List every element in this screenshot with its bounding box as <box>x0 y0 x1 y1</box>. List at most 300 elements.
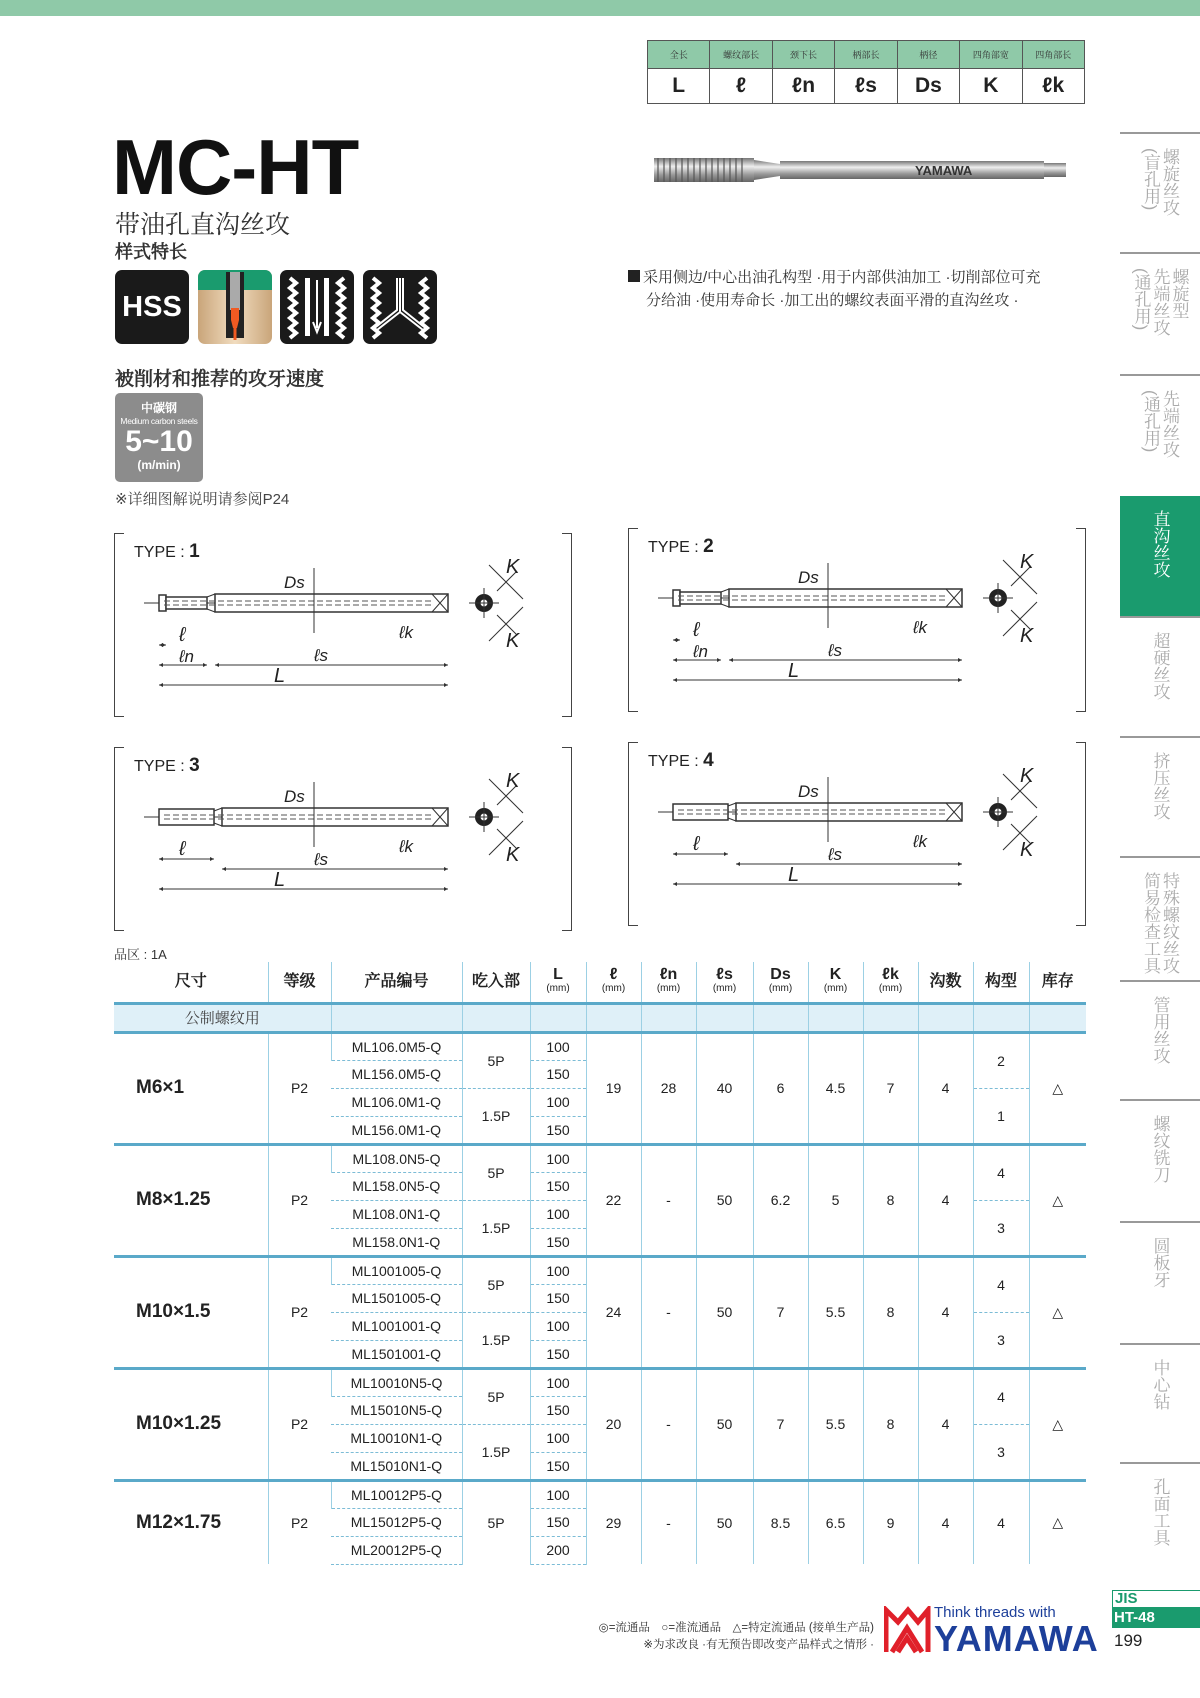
product-code-cell: ML158.0N1-Q <box>331 1228 462 1256</box>
material-heading: 被削材和推荐的攻牙速度 <box>115 369 325 390</box>
table-row <box>114 1368 1086 1396</box>
dimension-symbol: ℓ <box>710 69 772 104</box>
label-Ds: Ds <box>284 787 305 806</box>
type-cell: 4 <box>973 1368 1029 1424</box>
ln-cell: - <box>641 1256 696 1368</box>
dimension-label: 螺纹部长 <box>710 41 772 69</box>
straight-flute-icon <box>280 270 354 344</box>
section-label: 公制螺纹用 <box>114 1003 331 1032</box>
thread-part <box>159 809 214 825</box>
K-cell: 5.5 <box>808 1368 863 1480</box>
grade-cell: P2 <box>268 1480 331 1564</box>
header-label: ℓn <box>659 965 678 983</box>
type-3-diagram <box>114 747 572 931</box>
header-unit: (mm) <box>823 982 848 994</box>
Ds-cell: 7 <box>753 1256 808 1368</box>
material-name-en: Medium carbon steels <box>120 416 198 426</box>
l-cell: 19 <box>586 1032 641 1144</box>
dimension-symbol: Ds <box>897 69 959 104</box>
type-cell: 4 <box>973 1480 1029 1564</box>
length-cell: 100 <box>530 1368 586 1396</box>
label-lk: ℓk <box>399 837 413 856</box>
sidebar-label-column: (盲孔用) <box>1141 148 1160 211</box>
column-header <box>808 962 863 1003</box>
sidebar-item-label <box>1151 996 1170 1099</box>
yamawa-logo <box>884 1604 1099 1659</box>
dimension-legend-table <box>647 40 1085 104</box>
section-cell <box>696 1003 753 1032</box>
length-cell: 150 <box>530 1508 586 1536</box>
page-number: 199 <box>1114 1631 1143 1650</box>
dimension-symbol: L <box>648 69 710 104</box>
label-Ds: Ds <box>284 573 305 592</box>
dimension-label: 柄部长 <box>835 41 897 69</box>
chamfer-cell: 1.5P <box>462 1424 530 1480</box>
product-code-cell: ML20012P5-Q <box>331 1536 462 1564</box>
type-prefix: TYPE : <box>134 544 190 561</box>
label-l: ℓ <box>693 833 700 855</box>
dimension-label: 柄径 <box>897 41 959 69</box>
label-K-bottom: K <box>1020 625 1034 647</box>
sidebar-item-label <box>1151 752 1170 856</box>
product-code-cell: ML156.0M1-Q <box>331 1116 462 1144</box>
type-1-diagram <box>114 533 572 717</box>
label-L: L <box>274 665 286 687</box>
l-cell: 24 <box>586 1256 641 1368</box>
table-row <box>114 1256 1086 1284</box>
sidebar-label-column: 先端丝攻 <box>1160 390 1179 458</box>
length-cell: 100 <box>530 1480 586 1508</box>
section-cell <box>863 1003 918 1032</box>
chamfer-cell: 1.5P <box>462 1088 530 1144</box>
sidebar-label-column: 先端丝攻 <box>1150 268 1170 336</box>
product-code-cell: ML1501005-Q <box>331 1284 462 1312</box>
chip-flow-icon <box>363 270 437 344</box>
ls-cell: 50 <box>696 1480 753 1564</box>
stock-cell: △ <box>1029 1144 1086 1256</box>
sidebar-item-label <box>1141 148 1179 252</box>
label-L: L <box>788 660 800 682</box>
neck-part <box>680 592 721 604</box>
header-label: 构型 <box>984 972 1017 990</box>
Ds-cell: 7 <box>753 1368 808 1480</box>
length-cell: 100 <box>530 1424 586 1452</box>
header-label: ℓs <box>716 965 733 983</box>
ls-cell: 40 <box>696 1032 753 1144</box>
dimension-label: 颈下长 <box>772 41 834 69</box>
product-code-cell: ML156.0M5-Q <box>331 1060 462 1088</box>
K-cell: 5.5 <box>808 1256 863 1368</box>
taper-line <box>214 823 222 826</box>
label-L: L <box>788 864 800 886</box>
shank-part <box>215 594 448 612</box>
l-cell: 20 <box>586 1368 641 1480</box>
label-ln: ℓn <box>179 647 194 666</box>
length-cell: 100 <box>530 1032 586 1060</box>
top-color-bar <box>0 0 1200 16</box>
column-header <box>331 962 462 1003</box>
length-cell: 150 <box>530 1116 586 1144</box>
sidebar-label-column: 圆板牙 <box>1150 1237 1170 1288</box>
flutes-cell: 4 <box>918 1256 973 1368</box>
label-l: ℓ <box>179 838 186 860</box>
length-cell: 100 <box>530 1144 586 1172</box>
type-cell: 3 <box>973 1312 1029 1368</box>
taper-line <box>728 818 736 821</box>
size-cell: M10×1.25 <box>114 1368 268 1480</box>
label-ls: ℓs <box>828 641 842 660</box>
column-header <box>918 962 973 1003</box>
sidebar-item-label <box>1141 872 1179 980</box>
sidebar-label-column: 螺纹铣刀 <box>1150 1115 1170 1183</box>
section-cell <box>331 1003 462 1032</box>
sidebar-item-label <box>1132 268 1189 374</box>
disclaimer-line: ※为求改良 ·有无预告即改变产品样式之情形 · <box>643 1639 874 1651</box>
section-cell <box>808 1003 863 1032</box>
ln-cell: 28 <box>641 1032 696 1144</box>
label-Ds: Ds <box>798 782 819 801</box>
header-unit: (mm) <box>878 982 903 994</box>
size-cell: M8×1.25 <box>114 1144 268 1256</box>
label-K-top: K <box>1020 765 1034 787</box>
product-category-label: 品区 : 1A <box>114 947 167 962</box>
sidebar-item-label <box>1151 632 1170 736</box>
label-ln: ℓn <box>693 642 708 661</box>
product-description <box>628 266 1088 312</box>
stock-cell: △ <box>1029 1032 1086 1144</box>
product-subtitle: 带油孔直沟丝攻 <box>115 211 291 239</box>
hss-icon: HSS <box>115 270 189 344</box>
label-K-top: K <box>506 556 520 578</box>
length-cell: 150 <box>530 1228 586 1256</box>
taper-line <box>721 589 729 592</box>
header-unit: (mm) <box>712 982 737 994</box>
type-prefix: TYPE : <box>648 539 704 556</box>
label-ls: ℓs <box>314 646 328 665</box>
section-cell <box>462 1003 530 1032</box>
lk-cell: 8 <box>863 1256 918 1368</box>
sidebar-label-column: 中心钻 <box>1150 1359 1170 1410</box>
shank-part <box>222 808 448 826</box>
label-lk: ℓk <box>913 618 927 637</box>
taper-line <box>207 609 215 612</box>
speed-unit: (m/min) <box>137 458 181 472</box>
label-K-top: K <box>506 770 520 792</box>
product-code-cell: ML108.0N5-Q <box>331 1144 462 1172</box>
column-header <box>586 962 641 1003</box>
label-K-bottom: K <box>1020 839 1034 861</box>
length-cell: 200 <box>530 1536 586 1564</box>
header-label: 吃入部 <box>471 972 520 990</box>
product-title: MC-HT <box>112 123 359 211</box>
column-header <box>1029 962 1086 1003</box>
section-cell <box>586 1003 641 1032</box>
product-style: 样式特长 <box>115 242 187 262</box>
section-cell <box>918 1003 973 1032</box>
header-label: 沟数 <box>929 972 962 990</box>
dimension-symbol: K <box>960 69 1022 104</box>
length-cell: 150 <box>530 1060 586 1088</box>
sidebar-item[interactable] <box>1120 856 1200 980</box>
product-code-cell: ML108.0N1-Q <box>331 1200 462 1228</box>
chamfer-cell: 5P <box>462 1368 530 1424</box>
label-l: ℓ <box>179 624 186 646</box>
description-line: 分给油 ·使用寿命长 ·加工出的螺纹表面平滑的直沟丝攻 · <box>646 292 1019 309</box>
type-number: 4 <box>703 750 714 771</box>
section-cell <box>973 1003 1029 1032</box>
header-unit: (mm) <box>768 982 793 994</box>
chamfer-cell: 1.5P <box>462 1312 530 1368</box>
label-l: ℓ <box>693 619 700 641</box>
sidebar-label-column: (通孔用) <box>1131 268 1151 331</box>
ln-cell: - <box>641 1480 696 1564</box>
sidebar-label-column: 螺旋型 <box>1169 268 1189 319</box>
label-ls: ℓs <box>314 850 328 869</box>
product-code-cell: ML10012P5-Q <box>331 1480 462 1508</box>
type-number: 3 <box>189 755 200 776</box>
logo-slogan: Think threads with <box>934 1604 1056 1621</box>
standard-badge: JIS <box>1112 1590 1200 1608</box>
type-prefix: TYPE : <box>648 753 704 770</box>
speed-value: 5~10 <box>125 425 193 458</box>
header-label: ℓk <box>882 965 899 983</box>
dimension-label: 四角部宽 <box>960 41 1022 69</box>
type-cell: 2 <box>973 1032 1029 1088</box>
logo-brand: YAMAWA <box>934 1618 1099 1659</box>
thread-part <box>673 804 728 820</box>
label-lk: ℓk <box>913 832 927 851</box>
sidebar-label-column: 简易检查工具 <box>1141 872 1160 974</box>
tap-product-image <box>650 152 1084 188</box>
sidebar-item[interactable] <box>1120 252 1200 374</box>
table-row <box>114 1480 1086 1508</box>
product-code-cell: ML106.0M1-Q <box>331 1088 462 1116</box>
sidebar-item[interactable] <box>1120 1221 1200 1343</box>
sidebar-item-label <box>1151 1359 1170 1462</box>
header-label: 产品编号 <box>364 972 429 990</box>
sidebar-item[interactable] <box>1120 132 1200 252</box>
type-cell: 4 <box>973 1256 1029 1312</box>
sidebar-item[interactable] <box>1120 616 1200 736</box>
label-K-bottom: K <box>506 844 520 866</box>
label-L: L <box>274 869 286 891</box>
label-K-top: K <box>1020 551 1034 573</box>
label-K-bottom: K <box>506 630 520 652</box>
ls-cell: 50 <box>696 1368 753 1480</box>
flutes-cell: 4 <box>918 1144 973 1256</box>
tap-drawing <box>114 747 572 931</box>
chamfer-cell: 5P <box>462 1480 530 1564</box>
header-label: ℓ <box>609 965 618 983</box>
stock-cell: △ <box>1029 1368 1086 1480</box>
lk-cell: 8 <box>863 1368 918 1480</box>
flutes-cell: 4 <box>918 1368 973 1480</box>
column-header <box>114 962 268 1003</box>
sidebar-item-label <box>1151 1478 1170 1583</box>
reference-note: ※详细图解说明请参阅P24 <box>115 491 290 508</box>
column-header <box>530 962 586 1003</box>
chamfer-cell: 5P <box>462 1032 530 1088</box>
oil-hole-icon <box>198 270 272 344</box>
Ds-cell: 6.2 <box>753 1144 808 1256</box>
section-cell <box>753 1003 808 1032</box>
product-code-cell: ML10010N5-Q <box>331 1368 462 1396</box>
taper-line <box>207 594 215 597</box>
header-label: Ds <box>770 965 791 983</box>
sidebar-label-column: 直沟丝攻 <box>1150 510 1170 578</box>
column-header <box>753 962 808 1003</box>
ln-cell: - <box>641 1368 696 1480</box>
label-Ds: Ds <box>798 568 819 587</box>
tap-drawing <box>628 742 1086 926</box>
label-ls: ℓs <box>828 845 842 864</box>
size-cell: M12×1.75 <box>114 1480 268 1564</box>
chamfer-cell: 1.5P <box>462 1200 530 1256</box>
length-cell: 100 <box>530 1088 586 1116</box>
stock-cell: △ <box>1029 1256 1086 1368</box>
shank-part <box>729 589 962 607</box>
table-row <box>114 1144 1086 1172</box>
length-cell: 100 <box>530 1312 586 1340</box>
K-cell: 4.5 <box>808 1032 863 1144</box>
shank-part <box>736 803 962 821</box>
dimension-symbol: ℓk <box>1022 69 1084 104</box>
flutes-cell: 4 <box>918 1480 973 1564</box>
stock-cell: △ <box>1029 1480 1086 1564</box>
tap-drawing <box>628 528 1086 712</box>
Ds-cell: 8.5 <box>753 1480 808 1564</box>
sidebar-label-column: (通孔用) <box>1141 390 1160 453</box>
label-lk: ℓk <box>399 623 413 642</box>
type-number: 2 <box>703 536 714 557</box>
thread-part <box>673 590 680 606</box>
length-cell: 150 <box>530 1340 586 1368</box>
header-label: K <box>829 965 842 983</box>
header-label: 尺寸 <box>174 972 207 990</box>
section-cell <box>530 1003 586 1032</box>
thread-part <box>159 595 166 611</box>
header-unit: (mm) <box>656 982 681 994</box>
Ds-cell: 6 <box>753 1032 808 1144</box>
product-code-cell: ML15012P5-Q <box>331 1508 462 1536</box>
column-header <box>268 962 331 1003</box>
table-row <box>114 1032 1086 1060</box>
type-cell: 1 <box>973 1088 1029 1144</box>
lk-cell: 7 <box>863 1032 918 1144</box>
sidebar-item-label <box>1151 1237 1170 1343</box>
sidebar-item[interactable] <box>1120 374 1200 496</box>
grade-cell: P2 <box>268 1144 331 1256</box>
product-code-cell: ML1001001-Q <box>331 1312 462 1340</box>
sidebar-label-column: 孔面工具 <box>1150 1478 1170 1546</box>
tap-brand-marking: YAMAWA <box>915 163 973 178</box>
neck-part <box>166 597 207 609</box>
dimension-symbol: ℓs <box>835 69 897 104</box>
type-2-diagram <box>628 528 1086 712</box>
column-header <box>641 962 696 1003</box>
product-code-cell: ML15010N5-Q <box>331 1396 462 1424</box>
product-code-cell: ML106.0M5-Q <box>331 1032 462 1060</box>
section-row <box>114 1003 1086 1032</box>
column-header <box>973 962 1029 1003</box>
legend-line: ◎=流通品 ○=准流通品 △=特定流通品 (接单生产品) <box>598 1622 874 1634</box>
lk-cell: 8 <box>863 1144 918 1256</box>
flutes-cell: 4 <box>918 1032 973 1144</box>
grade-cell: P2 <box>268 1256 331 1368</box>
sidebar-item-label <box>1151 510 1170 616</box>
bullet-square-icon <box>628 270 640 282</box>
stock-legend <box>592 1620 874 1654</box>
header-label: 等级 <box>283 972 316 990</box>
chamfer-cell: 5P <box>462 1144 530 1200</box>
sidebar-label-column: 挤压丝攻 <box>1150 752 1170 820</box>
material-name-cn: 中碳钢 <box>140 401 177 415</box>
l-cell: 29 <box>586 1480 641 1564</box>
taper-line <box>214 808 222 811</box>
length-cell: 100 <box>530 1256 586 1284</box>
size-cell: M10×1.5 <box>114 1256 268 1368</box>
product-code-cell: ML1501001-Q <box>331 1340 462 1368</box>
sidebar-label-column: 特殊螺纹丝攻 <box>1160 872 1179 974</box>
description-line: 采用侧边/中心出油孔构型 ·用于内部供油加工 ·切削部位可充 <box>643 269 1041 286</box>
column-header <box>863 962 918 1003</box>
type-cell: 3 <box>973 1200 1029 1256</box>
product-code-cell: ML10010N1-Q <box>331 1424 462 1452</box>
sidebar-label-column: 超硬丝攻 <box>1150 632 1170 700</box>
ls-cell: 50 <box>696 1144 753 1256</box>
K-cell: 5 <box>808 1144 863 1256</box>
ln-cell: - <box>641 1144 696 1256</box>
sidebar-item-label <box>1141 390 1179 496</box>
sidebar-item-label <box>1151 1115 1170 1221</box>
column-header <box>696 962 753 1003</box>
type-cell: 4 <box>973 1144 1029 1200</box>
speed-badge <box>115 393 203 482</box>
type-cell: 3 <box>973 1424 1029 1480</box>
length-cell: 150 <box>530 1284 586 1312</box>
grade-cell: P2 <box>268 1032 331 1144</box>
type-number: 1 <box>189 541 200 562</box>
sidebar-item[interactable] <box>1120 1343 1200 1462</box>
taper-line <box>728 803 736 806</box>
sidebar-item[interactable] <box>1120 736 1200 856</box>
header-label: L <box>553 965 563 983</box>
dimension-label: 全长 <box>648 41 710 69</box>
product-code-cell: ML1001005-Q <box>331 1256 462 1284</box>
length-cell: 150 <box>530 1452 586 1480</box>
dimension-label: 四角部长 <box>1022 41 1084 69</box>
ls-cell: 50 <box>696 1256 753 1368</box>
product-spec-table <box>114 962 1086 1565</box>
sidebar-item[interactable] <box>1120 1462 1200 1583</box>
header-unit: (mm) <box>546 982 570 994</box>
grade-cell: P2 <box>268 1368 331 1480</box>
tap-drawing <box>114 533 572 717</box>
product-code-cell: ML158.0N5-Q <box>331 1172 462 1200</box>
sidebar-item[interactable] <box>1120 1099 1200 1221</box>
size-cell: M6×1 <box>114 1032 268 1144</box>
length-cell: 150 <box>530 1172 586 1200</box>
product-code-cell: ML15010N1-Q <box>331 1452 462 1480</box>
sidebar-item[interactable] <box>1120 980 1200 1099</box>
sidebar-label-column: 螺旋丝攻 <box>1160 148 1179 216</box>
taper-line <box>721 604 729 607</box>
l-cell: 22 <box>586 1144 641 1256</box>
chamfer-cell: 5P <box>462 1256 530 1312</box>
length-cell: 150 <box>530 1396 586 1424</box>
type-prefix: TYPE : <box>134 758 190 775</box>
sidebar-item[interactable] <box>1120 496 1200 616</box>
